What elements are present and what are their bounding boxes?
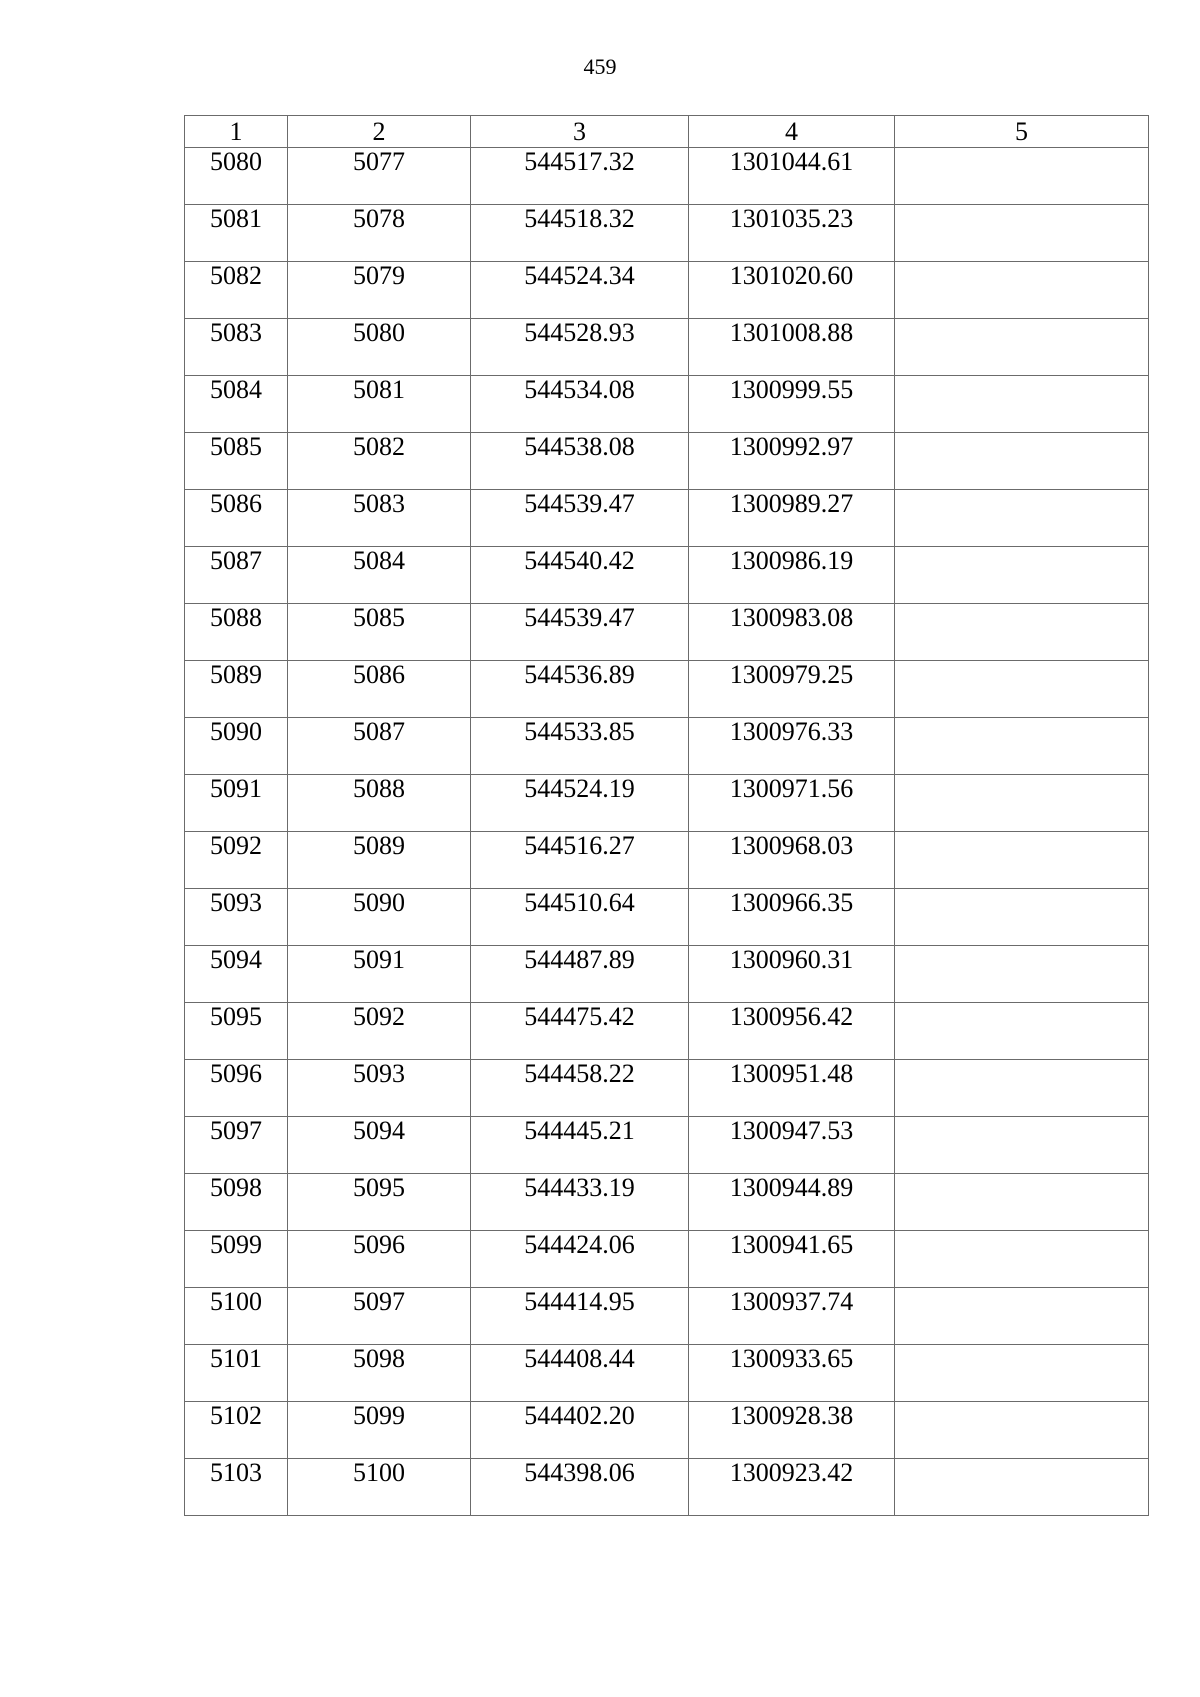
note-cell [895, 376, 1149, 433]
note-cell [895, 1459, 1149, 1516]
table-row [185, 661, 1149, 718]
table-row [185, 1117, 1149, 1174]
table-row [185, 1060, 1149, 1117]
point-number-cell: 5083 [185, 319, 288, 376]
x-coordinate-cell: 544516.27 [471, 832, 689, 889]
prev-point-cell: 5094 [288, 1117, 471, 1174]
table-row [185, 490, 1149, 547]
table-row [185, 148, 1149, 205]
table-row [185, 1345, 1149, 1402]
point-number-cell: 5097 [185, 1117, 288, 1174]
x-coordinate-cell: 544433.19 [471, 1174, 689, 1231]
prev-point-cell: 5093 [288, 1060, 471, 1117]
y-coordinate-cell: 1300960.31 [689, 946, 895, 1003]
x-coordinate-cell: 544534.08 [471, 376, 689, 433]
y-coordinate-cell: 1300941.65 [689, 1231, 895, 1288]
note-cell [895, 1288, 1149, 1345]
prev-point-cell: 5098 [288, 1345, 471, 1402]
note-cell [895, 1117, 1149, 1174]
table-row [185, 262, 1149, 319]
x-coordinate-cell: 544528.93 [471, 319, 689, 376]
table-row [185, 832, 1149, 889]
prev-point-cell: 5088 [288, 775, 471, 832]
y-coordinate-cell: 1300986.19 [689, 547, 895, 604]
column-header-2: 2 [288, 116, 471, 148]
point-number-cell: 5099 [185, 1231, 288, 1288]
table-row [185, 889, 1149, 946]
y-coordinate-cell: 1300983.08 [689, 604, 895, 661]
y-coordinate-cell: 1300992.97 [689, 433, 895, 490]
table-row [185, 604, 1149, 661]
column-header-5: 5 [895, 116, 1149, 148]
y-coordinate-cell: 1301035.23 [689, 205, 895, 262]
point-number-cell: 5088 [185, 604, 288, 661]
x-coordinate-cell: 544539.47 [471, 604, 689, 661]
y-coordinate-cell: 1300951.48 [689, 1060, 895, 1117]
prev-point-cell: 5095 [288, 1174, 471, 1231]
point-number-cell: 5095 [185, 1003, 288, 1060]
prev-point-cell: 5084 [288, 547, 471, 604]
x-coordinate-cell: 544524.34 [471, 262, 689, 319]
note-cell [895, 1174, 1149, 1231]
x-coordinate-cell: 544518.32 [471, 205, 689, 262]
table-row [185, 376, 1149, 433]
y-coordinate-cell: 1300989.27 [689, 490, 895, 547]
x-coordinate-cell: 544533.85 [471, 718, 689, 775]
note-cell [895, 1345, 1149, 1402]
note-cell [895, 1231, 1149, 1288]
prev-point-cell: 5099 [288, 1402, 471, 1459]
point-number-cell: 5089 [185, 661, 288, 718]
x-coordinate-cell: 544539.47 [471, 490, 689, 547]
y-coordinate-cell: 1300923.42 [689, 1459, 895, 1516]
note-cell [895, 262, 1149, 319]
y-coordinate-cell: 1300966.35 [689, 889, 895, 946]
note-cell [895, 433, 1149, 490]
point-number-cell: 5085 [185, 433, 288, 490]
table-row [185, 775, 1149, 832]
prev-point-cell: 5097 [288, 1288, 471, 1345]
x-coordinate-cell: 544458.22 [471, 1060, 689, 1117]
note-cell [895, 1402, 1149, 1459]
prev-point-cell: 5096 [288, 1231, 471, 1288]
table-row [185, 1459, 1149, 1516]
note-cell [895, 205, 1149, 262]
note-cell [895, 889, 1149, 946]
note-cell [895, 319, 1149, 376]
table-header [185, 116, 1149, 148]
x-coordinate-cell: 544538.08 [471, 433, 689, 490]
prev-point-cell: 5087 [288, 718, 471, 775]
prev-point-cell: 5089 [288, 832, 471, 889]
point-number-cell: 5087 [185, 547, 288, 604]
prev-point-cell: 5085 [288, 604, 471, 661]
note-cell [895, 148, 1149, 205]
x-coordinate-cell: 544402.20 [471, 1402, 689, 1459]
point-number-cell: 5081 [185, 205, 288, 262]
y-coordinate-cell: 1300979.25 [689, 661, 895, 718]
x-coordinate-cell: 544475.42 [471, 1003, 689, 1060]
x-coordinate-cell: 544445.21 [471, 1117, 689, 1174]
x-coordinate-cell: 544517.32 [471, 148, 689, 205]
page-number: 459 [583, 54, 617, 79]
x-coordinate-cell: 544487.89 [471, 946, 689, 1003]
x-coordinate-cell: 544408.44 [471, 1345, 689, 1402]
point-number-cell: 5096 [185, 1060, 288, 1117]
y-coordinate-cell: 1300999.55 [689, 376, 895, 433]
prev-point-cell: 5100 [288, 1459, 471, 1516]
table-row [185, 205, 1149, 262]
note-cell [895, 832, 1149, 889]
y-coordinate-cell: 1300933.65 [689, 1345, 895, 1402]
table-body [185, 148, 1149, 1516]
note-cell [895, 661, 1149, 718]
prev-point-cell: 5083 [288, 490, 471, 547]
prev-point-cell: 5078 [288, 205, 471, 262]
table-row [185, 1402, 1149, 1459]
note-cell [895, 775, 1149, 832]
y-coordinate-cell: 1301044.61 [689, 148, 895, 205]
y-coordinate-cell: 1300937.74 [689, 1288, 895, 1345]
prev-point-cell: 5079 [288, 262, 471, 319]
x-coordinate-cell: 544398.06 [471, 1459, 689, 1516]
table-row [185, 319, 1149, 376]
coordinates-table [184, 115, 1149, 1516]
note-cell [895, 1003, 1149, 1060]
note-cell [895, 604, 1149, 661]
point-number-cell: 5101 [185, 1345, 288, 1402]
point-number-cell: 5084 [185, 376, 288, 433]
column-header-4: 4 [689, 116, 895, 148]
y-coordinate-cell: 1301008.88 [689, 319, 895, 376]
table-row [185, 1288, 1149, 1345]
table-row [185, 1174, 1149, 1231]
y-coordinate-cell: 1300947.53 [689, 1117, 895, 1174]
prev-point-cell: 5080 [288, 319, 471, 376]
point-number-cell: 5103 [185, 1459, 288, 1516]
table-row [185, 946, 1149, 1003]
note-cell [895, 946, 1149, 1003]
prev-point-cell: 5081 [288, 376, 471, 433]
point-number-cell: 5091 [185, 775, 288, 832]
y-coordinate-cell: 1300971.56 [689, 775, 895, 832]
point-number-cell: 5098 [185, 1174, 288, 1231]
x-coordinate-cell: 544536.89 [471, 661, 689, 718]
y-coordinate-cell: 1301020.60 [689, 262, 895, 319]
note-cell [895, 490, 1149, 547]
y-coordinate-cell: 1300928.38 [689, 1402, 895, 1459]
prev-point-cell: 5082 [288, 433, 471, 490]
x-coordinate-cell: 544424.06 [471, 1231, 689, 1288]
prev-point-cell: 5077 [288, 148, 471, 205]
table-row [185, 1231, 1149, 1288]
point-number-cell: 5090 [185, 718, 288, 775]
note-cell [895, 718, 1149, 775]
column-header-3: 3 [471, 116, 689, 148]
header-row [185, 116, 1149, 148]
point-number-cell: 5080 [185, 148, 288, 205]
table-row [185, 1003, 1149, 1060]
table-row [185, 718, 1149, 775]
prev-point-cell: 5092 [288, 1003, 471, 1060]
point-number-cell: 5102 [185, 1402, 288, 1459]
point-number-cell: 5093 [185, 889, 288, 946]
point-number-cell: 5086 [185, 490, 288, 547]
prev-point-cell: 5090 [288, 889, 471, 946]
prev-point-cell: 5091 [288, 946, 471, 1003]
table-row [185, 547, 1149, 604]
point-number-cell: 5100 [185, 1288, 288, 1345]
note-cell [895, 547, 1149, 604]
point-number-cell: 5082 [185, 262, 288, 319]
y-coordinate-cell: 1300976.33 [689, 718, 895, 775]
column-header-1: 1 [185, 116, 288, 148]
x-coordinate-cell: 544414.95 [471, 1288, 689, 1345]
table-row [185, 433, 1149, 490]
note-cell [895, 1060, 1149, 1117]
point-number-cell: 5094 [185, 946, 288, 1003]
x-coordinate-cell: 544540.42 [471, 547, 689, 604]
y-coordinate-cell: 1300968.03 [689, 832, 895, 889]
x-coordinate-cell: 544510.64 [471, 889, 689, 946]
prev-point-cell: 5086 [288, 661, 471, 718]
y-coordinate-cell: 1300944.89 [689, 1174, 895, 1231]
x-coordinate-cell: 544524.19 [471, 775, 689, 832]
point-number-cell: 5092 [185, 832, 288, 889]
y-coordinate-cell: 1300956.42 [689, 1003, 895, 1060]
